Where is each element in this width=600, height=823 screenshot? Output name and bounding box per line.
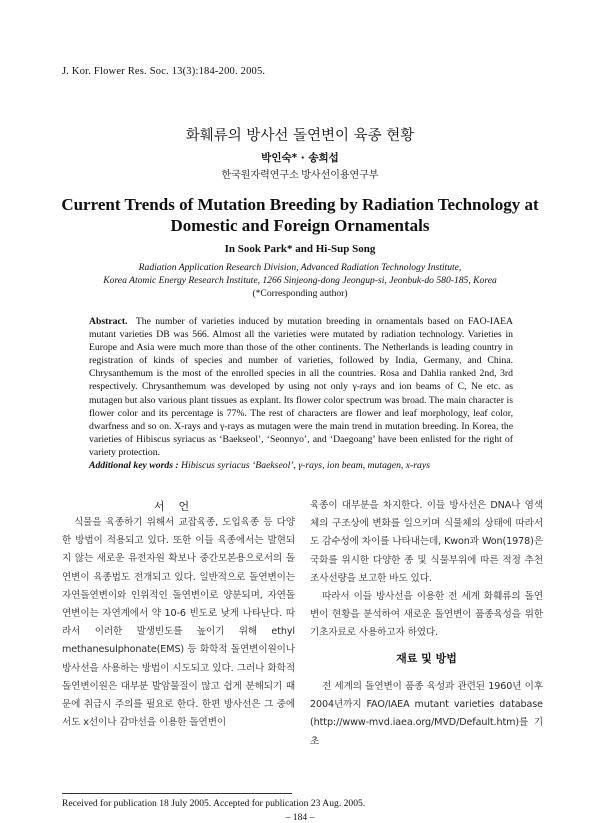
- english-authors: In Sook Park* and Hi-Sup Song: [224, 243, 376, 255]
- affiliation-line1: Radiation Application Research Division, Advanced Radiation Technology Institute,: [138, 262, 462, 273]
- intro-paragraph: 식물을 육종하기 위해서 교잡육종, 도입육종 등 다양한 방법이 적용되고 있다. 또한 이들 육종에서는 발현되지 않는 새로운 유전자원 확보나 중간모본용으로서의 돌연변이 육종법도 전개되고 있다. 일반적으로 돌연변이는 자연돌연변이와 인위적인 돌연변이로 양분되며, 자연돌연변이는 자연계에서 약 10-6 빈도로 낮게 나타난다. 따라서 이러한 발생빈도를 높이기 위해 ethyl methanesulphonate(EMS) 등 화학적 돌연변이원이나 방사선을 사용하는 방법이 시도되고 있다. 그러나 화학적 돌연변이원은 대부분 발암물질이 많고 쉽게 분해되기 때문에 취급시 주의를 필요로 한다. 한편 방사선은 그 중에서도 x선이나 감마선을 이용한 돌연변이: [62, 517, 295, 729]
- keywords-text: Hibiscus syriacus ‘Baekseol’, γ-rays, ion beam, mutagen, x-rays: [181, 460, 430, 471]
- body-column-left: [62, 514, 295, 732]
- korean-title: 화훼류의 방사선 돌연변이 육종 현황: [185, 128, 415, 144]
- abstract: [89, 315, 513, 459]
- section-heading-methods: 재료 및 방법: [396, 652, 457, 665]
- english-title-line2: Domestic and Foreign Ornamentals: [170, 216, 430, 235]
- korean-affiliation: 한국원자력연구소 방사선이용연구부: [221, 170, 379, 181]
- intro-paragraph-2: 따라서 이들 방사선을 이용한 전 세계 화훼류의 돌연변이 현황을 분석하여 새로운 돌연변이 품종육성을 위한 기초자료로 사용하고자 하였다.: [310, 591, 543, 639]
- journal-citation: J. Kor. Flower Res. Soc. 13(3):184-200. 2005.: [62, 66, 266, 77]
- corresponding-note: (*Corresponding author): [252, 288, 348, 299]
- methods-column: [310, 678, 543, 751]
- abstract-text: The number of varieties induced by mutation breeding in ornamentals based on FAO-IAEA mutant varieties DB was 566. Almost all the varieties were mutated by radiation technology. Varieties in Europe and Asia were much more than those of the other continents. The Netherlands is leading country in registration of kinds of species and number of varieties, followed by India, Germany, and China. Chrysanthemum is the most of the enrolled species in all the countries. Rosa and Dahlia ranked 2nd, 3rd respectively. Chrysanthemum was developed by using not only γ-rays and ion beams of C, Ne etc. as mutagen but also various plant tissues as explant. Its flower color spectrum was broad. The main character is flower color and its percentage is 77%. The rest of characters are flower and leaf morphology, leaf color, dwarfness and so on. X-rays and γ-rays as mutagen were the main trend in mutation breeding. In Korea, the varieties of Hibiscus syriacus as ‘Baekseol’, ‘Seonnyo’, and ‘Daegoang’ have been enlisted for the right of variety protection.: [89, 316, 513, 458]
- english-title: [60, 194, 540, 236]
- section-heading-intro: 서언: [153, 500, 204, 513]
- keywords-label: Additional key words :: [89, 460, 179, 471]
- english-affiliation: [0, 261, 600, 300]
- abstract-label: Abstract.: [89, 316, 128, 327]
- affiliation-line2: Korea Atomic Energy Research Institute, 1266 Sinjeong-dong Jeongup-si, Jeonbuk-do 580-185, Korea: [103, 275, 497, 286]
- korean-authors: 박인숙* · 송희섭: [261, 152, 339, 164]
- intro-paragraph-cont: 육종이 대부분을 차지한다. 이들 방사선은 DNA나 염색체의 구조상에 변화를 일으키며 식물체의 상태에 따라서도 감수성에 차이를 나타내는데, Kwon과 Won(1978)은 국화를 위시한 다양한 종 및 식물부위에 따른 적정 추천조사선량을 보고한 바도 있다.: [310, 500, 543, 584]
- page-number: – 184 –: [285, 812, 315, 823]
- methods-paragraph: 전 세계의 돌연변이 품종 육성과 관련된 1960년 이후 2004년까지 FAO/IAEA mutant varieties database (http://www-mvd.iaea.org/MVD/Default.htm)를 기초: [310, 681, 543, 747]
- body-column-right: [310, 497, 543, 643]
- received-note: Received for publication 18 July 2005. Accepted for publication 23 Aug. 2005.: [62, 798, 366, 809]
- english-title-line1: Current Trends of Mutation Breeding by Radiation Technology at: [61, 195, 539, 214]
- keywords: [89, 460, 513, 471]
- footnote-rule: [62, 793, 292, 794]
